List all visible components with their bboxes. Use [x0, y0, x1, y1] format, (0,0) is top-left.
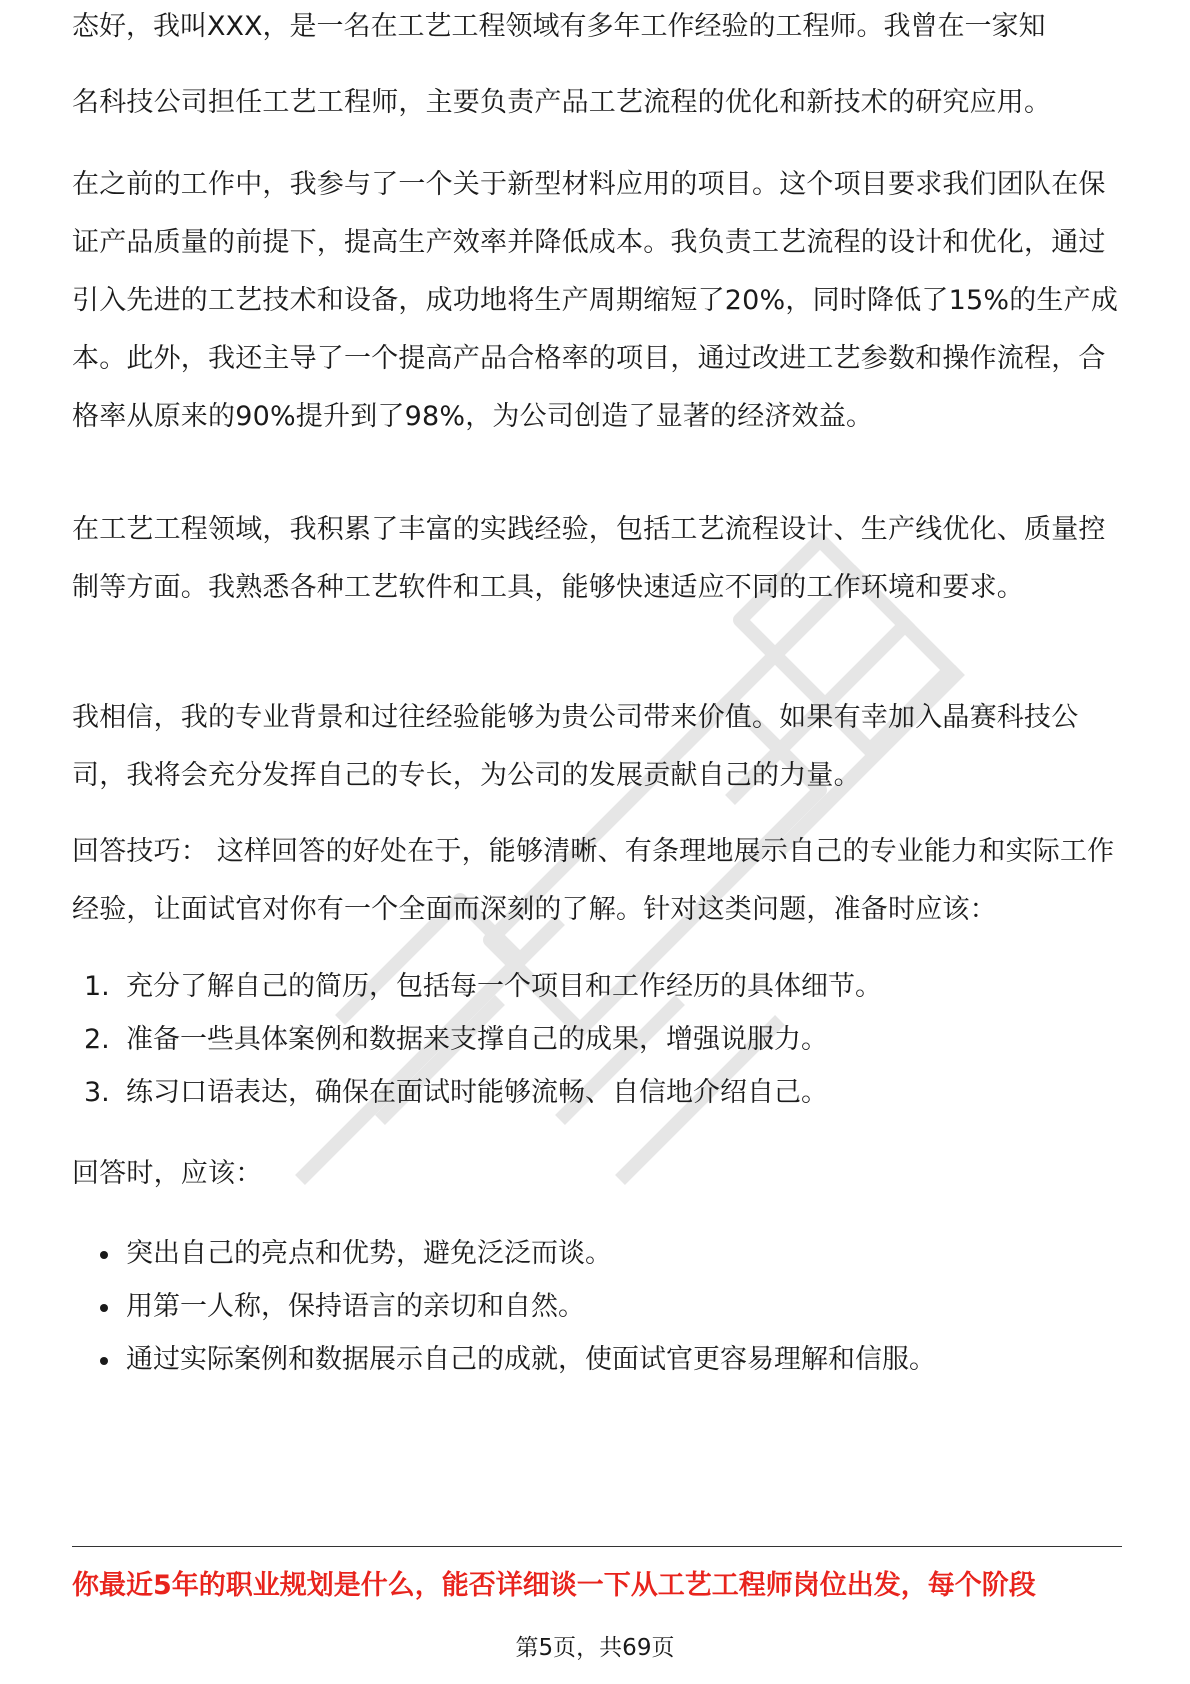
list-number: 2.: [84, 1024, 110, 1055]
page-number-footer: 第5页，共69页: [515, 1635, 675, 1661]
list-item-text: 准备一些具体案例和数据来支撑自己的成果，增强说服力。: [126, 1024, 828, 1055]
list-item: [72, 1225, 1122, 1283]
list-item: [72, 1278, 1122, 1336]
next-question-heading: 你最近5年的职业规划是什么，能否详细谈一下从工艺工程师岗位出发，每个阶段: [72, 1570, 1036, 1601]
list-item-text: 用第一人称，保持语言的亲切和自然。: [126, 1291, 585, 1322]
list-item: [72, 1331, 1122, 1389]
section-divider: [72, 1546, 1122, 1547]
list-item-text: 练习口语表达，确保在面试时能够流畅、自信地介绍自己。: [126, 1077, 828, 1108]
list-item-text: 充分了解自己的简历，包括每一个项目和工作经历的具体细节。: [126, 971, 882, 1002]
cut-off-text-line: [72, 11, 1122, 60]
paragraph-intro: 名科技公司担任工艺工程师，主要负责产品工艺流程的优化和新技术的研究应用。: [72, 87, 1052, 118]
document-page: [72, 0, 1122, 1684]
answer-bullet-list: [72, 1225, 1122, 1389]
answer-intro: 回答时，应该：: [72, 1158, 263, 1189]
paragraph-field-experience: 在工艺工程领域，我积累了丰富的实践经验，包括工艺流程设计、生产线优化、质量控制等方面。我熟悉各种工艺软件和工具，能够快速适应不同的工作环境和要求。: [72, 514, 1106, 603]
paragraph-value: 我相信，我的专业背景和过往经验能够为贵公司带来价值。如果有幸加入晶赛科技公司，我将会充分发挥自己的专长，为公司的发展贡献自己的力量。: [72, 702, 1079, 791]
list-item-text: 通过实际案例和数据展示自己的成就，使面试官更容易理解和信服。: [126, 1344, 936, 1375]
list-number: 3.: [84, 1077, 110, 1108]
list-item: [72, 958, 1122, 1016]
bullet-icon: [100, 1251, 108, 1259]
paragraph-project-experience: 在之前的工作中，我参与了一个关于新型材料应用的项目。这个项目要求我们团队在保证产品质量的前提下，提高生产效率并降低成本。我负责工艺流程的设计和优化，通过引入先进的工艺技术和设备，成功地将生产周期缩短了20%，同时降低了15%的生产成本。此外，我还主导了一个提高产品合格率的项目，通过改进工艺参数和操作流程，合格率从原来的90%提升到了98%，为公司创造了显著的经济效益。: [72, 169, 1119, 432]
list-item: [72, 1011, 1122, 1069]
list-number: 1.: [84, 971, 110, 1002]
bullet-icon: [100, 1304, 108, 1312]
list-item-text: 突出自己的亮点和优势，避免泛泛而谈。: [126, 1238, 612, 1269]
paragraph-answer-tips: 回答技巧： 这样回答的好处在于，能够清晰、有条理地展示自己的专业能力和实际工作经验，让面试官对你有一个全面而深刻的了解。针对这类问题，准备时应该：: [72, 836, 1115, 925]
list-item: [72, 1064, 1122, 1122]
cut-off-text: 态好，我叫XXX，是一名在工艺工程领域有多年工作经验的工程师。我曾在一家知: [72, 11, 1046, 42]
tips-numbered-list: [72, 958, 1122, 1122]
bullet-icon: [100, 1357, 108, 1365]
